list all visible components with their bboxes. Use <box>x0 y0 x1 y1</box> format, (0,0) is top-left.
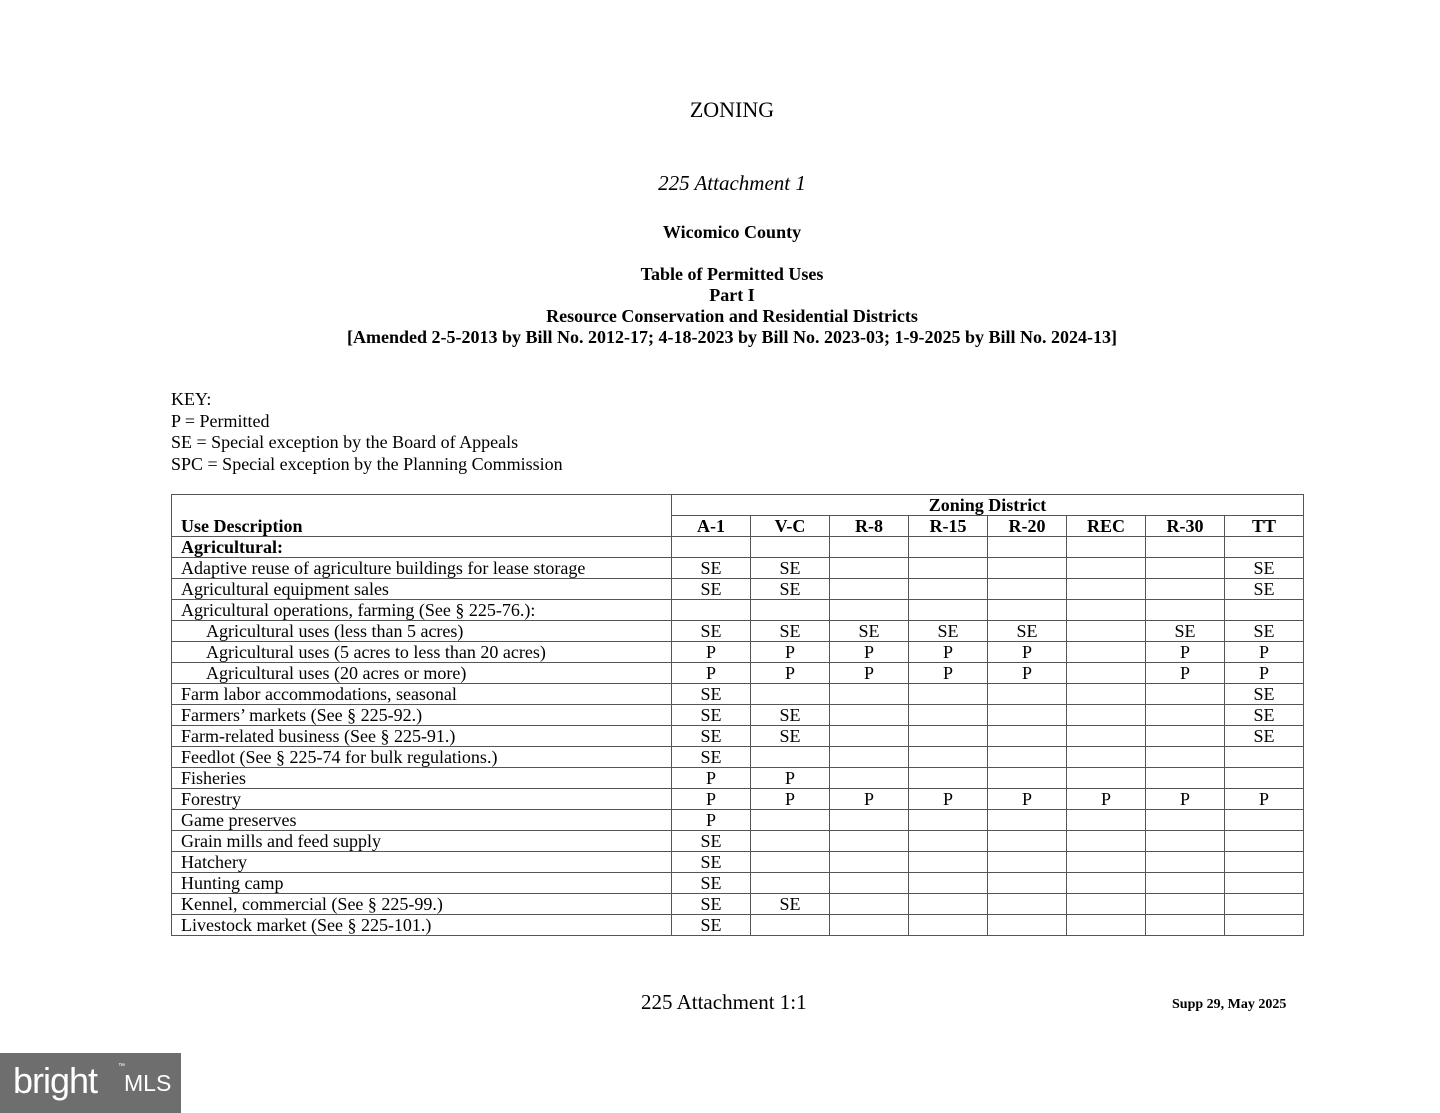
permission-cell: SE <box>672 831 751 852</box>
permission-cell <box>751 684 830 705</box>
permission-cell <box>988 600 1067 621</box>
permission-cell <box>1225 873 1304 894</box>
use-description: Hunting camp <box>172 873 672 894</box>
table-row <box>172 726 1304 747</box>
permission-cell: SE <box>988 621 1067 642</box>
permission-cell: P <box>751 768 830 789</box>
permission-cell <box>1225 894 1304 915</box>
supplement-note: Supp 29, May 2025 <box>1172 997 1287 1012</box>
permission-cell <box>1067 621 1146 642</box>
permission-cell: SE <box>672 558 751 579</box>
permission-cell: SE <box>672 579 751 600</box>
permission-cell: P <box>672 810 751 831</box>
permission-cell <box>830 558 909 579</box>
permission-cell: P <box>1225 642 1304 663</box>
permission-cell <box>1225 852 1304 873</box>
table-row <box>172 579 1304 600</box>
permission-cell <box>672 600 751 621</box>
table-row <box>172 558 1304 579</box>
permission-cell: P <box>751 789 830 810</box>
permission-cell: SE <box>1225 621 1304 642</box>
permitted-uses-table <box>171 494 1304 936</box>
permission-cell <box>830 894 909 915</box>
permission-cell: SE <box>672 915 751 936</box>
permission-cell <box>988 768 1067 789</box>
permission-cell <box>988 558 1067 579</box>
permission-cell: P <box>830 642 909 663</box>
key-legend <box>171 389 563 475</box>
permission-cell: SE <box>751 579 830 600</box>
permission-cell <box>909 600 988 621</box>
district-header-rec: REC <box>1067 516 1146 537</box>
permission-cell <box>1067 579 1146 600</box>
use-description: Hatchery <box>172 852 672 873</box>
category-row <box>172 537 1304 558</box>
table-row <box>172 621 1304 642</box>
table-row <box>172 810 1304 831</box>
key-item-se: SE = Special exception by the Board of Appeals <box>171 432 519 452</box>
permission-cell <box>1225 831 1304 852</box>
permission-cell <box>988 894 1067 915</box>
permission-cell: P <box>1225 663 1304 684</box>
permission-cell: SE <box>672 873 751 894</box>
use-description: Grain mills and feed supply <box>172 831 672 852</box>
permission-cell <box>1067 810 1146 831</box>
permission-cell: P <box>751 663 830 684</box>
permission-cell <box>1146 726 1225 747</box>
use-description: Agricultural operations, farming (See § 225-76.): <box>172 600 672 621</box>
permission-cell: SE <box>909 621 988 642</box>
page-number: 225 Attachment 1:1 <box>641 990 807 1014</box>
use-description: Farmers’ markets (See § 225-92.) <box>172 705 672 726</box>
permission-cell <box>830 873 909 894</box>
permission-cell: SE <box>1225 684 1304 705</box>
use-description: Forestry <box>172 789 672 810</box>
permission-cell <box>1225 600 1304 621</box>
permission-cell <box>1067 663 1146 684</box>
table-row <box>172 894 1304 915</box>
permission-cell <box>830 705 909 726</box>
permission-cell: P <box>1225 789 1304 810</box>
table-row <box>172 705 1304 726</box>
permission-cell <box>751 831 830 852</box>
permission-cell <box>1146 600 1225 621</box>
table-subtitle: Resource Conservation and Residential Districts <box>546 306 918 326</box>
district-header-a-1: A-1 <box>672 516 751 537</box>
permission-cell <box>909 579 988 600</box>
permission-cell <box>830 831 909 852</box>
permission-cell <box>830 579 909 600</box>
permission-cell: P <box>909 789 988 810</box>
permission-cell: P <box>830 663 909 684</box>
permission-cell <box>909 810 988 831</box>
permission-cell <box>1067 726 1146 747</box>
permission-cell <box>988 684 1067 705</box>
permission-cell: SE <box>830 621 909 642</box>
permission-cell <box>1067 768 1146 789</box>
use-description: Agricultural equipment sales <box>172 579 672 600</box>
use-description: Agricultural uses (5 acres to less than 20 acres) <box>172 642 672 663</box>
permission-cell: P <box>751 642 830 663</box>
table-title: Table of Permitted Uses <box>640 264 824 284</box>
permission-cell <box>1067 684 1146 705</box>
category-label: Agricultural: <box>172 537 672 558</box>
district-header-r-30: R-30 <box>1146 516 1225 537</box>
permission-cell <box>988 915 1067 936</box>
permission-cell <box>1146 915 1225 936</box>
permission-cell <box>751 852 830 873</box>
permission-cell <box>1146 831 1225 852</box>
permission-cell: SE <box>672 621 751 642</box>
permission-cell <box>1225 768 1304 789</box>
use-description: Game preserves <box>172 810 672 831</box>
table-row <box>172 852 1304 873</box>
permission-cell <box>909 726 988 747</box>
permission-cell <box>830 684 909 705</box>
district-header-tt: TT <box>1225 516 1304 537</box>
document-heading: ZONING <box>689 97 775 122</box>
permission-cell <box>1067 915 1146 936</box>
permission-cell <box>1067 642 1146 663</box>
permission-cell: P <box>1146 663 1225 684</box>
permission-cell <box>909 558 988 579</box>
permission-cell <box>1146 579 1225 600</box>
permission-cell: P <box>909 663 988 684</box>
permission-cell <box>1067 873 1146 894</box>
permission-cell <box>1225 747 1304 768</box>
permission-cell <box>1067 558 1146 579</box>
permission-cell <box>830 600 909 621</box>
permission-cell <box>830 726 909 747</box>
permission-cell: P <box>672 768 751 789</box>
permission-cell <box>988 810 1067 831</box>
use-description: Agricultural uses (20 acres or more) <box>172 663 672 684</box>
permission-cell: SE <box>1146 621 1225 642</box>
permission-cell <box>988 726 1067 747</box>
permission-cell: SE <box>751 621 830 642</box>
permission-cell <box>1225 810 1304 831</box>
key-item-spc: SPC = Special exception by the Planning Commission <box>171 453 563 474</box>
attachment-title: 225 Attachment 1 <box>658 171 806 195</box>
table-row <box>172 663 1304 684</box>
permission-cell <box>751 810 830 831</box>
permission-cell: SE <box>1225 705 1304 726</box>
district-header-v-c: V-C <box>751 516 830 537</box>
zoning-district-header: Zoning District <box>672 495 1304 516</box>
permission-cell <box>1067 747 1146 768</box>
permission-cell: P <box>672 789 751 810</box>
permission-cell <box>751 915 830 936</box>
table-row <box>172 768 1304 789</box>
permission-cell <box>1067 831 1146 852</box>
table-row <box>172 600 1304 621</box>
permission-cell <box>909 873 988 894</box>
permission-cell: P <box>1146 789 1225 810</box>
use-description: Adaptive reuse of agriculture buildings for lease storage <box>172 558 672 579</box>
permission-cell <box>1067 852 1146 873</box>
permission-cell: P <box>672 663 751 684</box>
permission-cell <box>988 873 1067 894</box>
permission-cell: P <box>672 642 751 663</box>
district-header-r-8: R-8 <box>830 516 909 537</box>
key-heading: KEY: <box>171 389 212 409</box>
use-description: Agricultural uses (less than 5 acres) <box>172 621 672 642</box>
permission-cell <box>1146 684 1225 705</box>
permission-cell: SE <box>672 726 751 747</box>
permission-cell <box>909 915 988 936</box>
table-title-block <box>0 264 1440 348</box>
permission-cell: SE <box>672 894 751 915</box>
permission-cell <box>830 810 909 831</box>
permission-cell: P <box>988 663 1067 684</box>
permission-cell <box>988 705 1067 726</box>
permission-cell: P <box>988 789 1067 810</box>
permission-cell <box>1225 915 1304 936</box>
table-part: Part I <box>709 285 755 305</box>
permission-cell: SE <box>751 894 830 915</box>
permission-cell <box>1146 747 1225 768</box>
use-description: Feedlot (See § 225-74 for bulk regulations.) <box>172 747 672 768</box>
use-description-header: Use Description <box>172 495 672 537</box>
table-row <box>172 684 1304 705</box>
permission-cell <box>1067 705 1146 726</box>
permission-cell <box>1146 558 1225 579</box>
permission-cell: SE <box>672 747 751 768</box>
permission-cell <box>1146 873 1225 894</box>
permission-cell <box>830 915 909 936</box>
table-row <box>172 642 1304 663</box>
permission-cell: SE <box>751 558 830 579</box>
permission-cell <box>830 852 909 873</box>
use-description: Kennel, commercial (See § 225-99.) <box>172 894 672 915</box>
permission-cell: SE <box>751 726 830 747</box>
permission-cell <box>988 852 1067 873</box>
bright-mls-logo <box>0 1053 181 1113</box>
permission-cell <box>909 684 988 705</box>
amendment-note: [Amended 2-5-2013 by Bill No. 2012-17; 4-18-2023 by Bill No. 2023-03; 1-9-2025 by Bill No. 2024-13] <box>347 327 1117 347</box>
permission-cell <box>909 894 988 915</box>
permission-cell <box>909 747 988 768</box>
logo-trademark: ™ <box>118 1063 125 1070</box>
permission-cell: SE <box>1225 726 1304 747</box>
county-name: Wicomico County <box>662 222 802 242</box>
table-row <box>172 831 1304 852</box>
permission-cell: P <box>909 642 988 663</box>
permission-cell: SE <box>1225 558 1304 579</box>
permission-cell <box>830 768 909 789</box>
permission-cell: P <box>830 789 909 810</box>
permission-cell <box>1146 852 1225 873</box>
table-row <box>172 873 1304 894</box>
use-description: Fisheries <box>172 768 672 789</box>
permission-cell <box>988 579 1067 600</box>
logo-mls: MLS <box>124 1070 172 1096</box>
key-item-permitted: P = Permitted <box>171 410 270 431</box>
use-description: Farm labor accommodations, seasonal <box>172 684 672 705</box>
permission-cell: SE <box>751 705 830 726</box>
permission-cell <box>909 831 988 852</box>
permission-cell <box>751 873 830 894</box>
permission-cell: P <box>1146 642 1225 663</box>
permission-cell <box>1067 600 1146 621</box>
table-row <box>172 915 1304 936</box>
permission-cell <box>1146 705 1225 726</box>
permission-cell: SE <box>1225 579 1304 600</box>
permission-cell <box>1146 768 1225 789</box>
district-header-r-20: R-20 <box>988 516 1067 537</box>
permission-cell: SE <box>672 705 751 726</box>
permission-cell <box>751 747 830 768</box>
table-body <box>172 537 1304 936</box>
permission-cell <box>1146 894 1225 915</box>
permission-cell <box>988 831 1067 852</box>
table-row <box>172 789 1304 810</box>
permission-cell <box>909 768 988 789</box>
permission-cell: P <box>1067 789 1146 810</box>
permission-cell: SE <box>672 684 751 705</box>
permission-cell <box>988 747 1067 768</box>
permission-cell: P <box>988 642 1067 663</box>
use-description: Livestock market (See § 225-101.) <box>172 915 672 936</box>
permission-cell <box>830 747 909 768</box>
permission-cell <box>909 705 988 726</box>
district-header-r-15: R-15 <box>909 516 988 537</box>
permission-cell: SE <box>672 852 751 873</box>
table-row <box>172 747 1304 768</box>
use-description: Farm-related business (See § 225-91.) <box>172 726 672 747</box>
permission-cell <box>1067 894 1146 915</box>
permission-cell <box>1146 810 1225 831</box>
permission-cell <box>909 852 988 873</box>
logo-wordmark: bright <box>13 1060 98 1101</box>
permission-cell <box>751 600 830 621</box>
